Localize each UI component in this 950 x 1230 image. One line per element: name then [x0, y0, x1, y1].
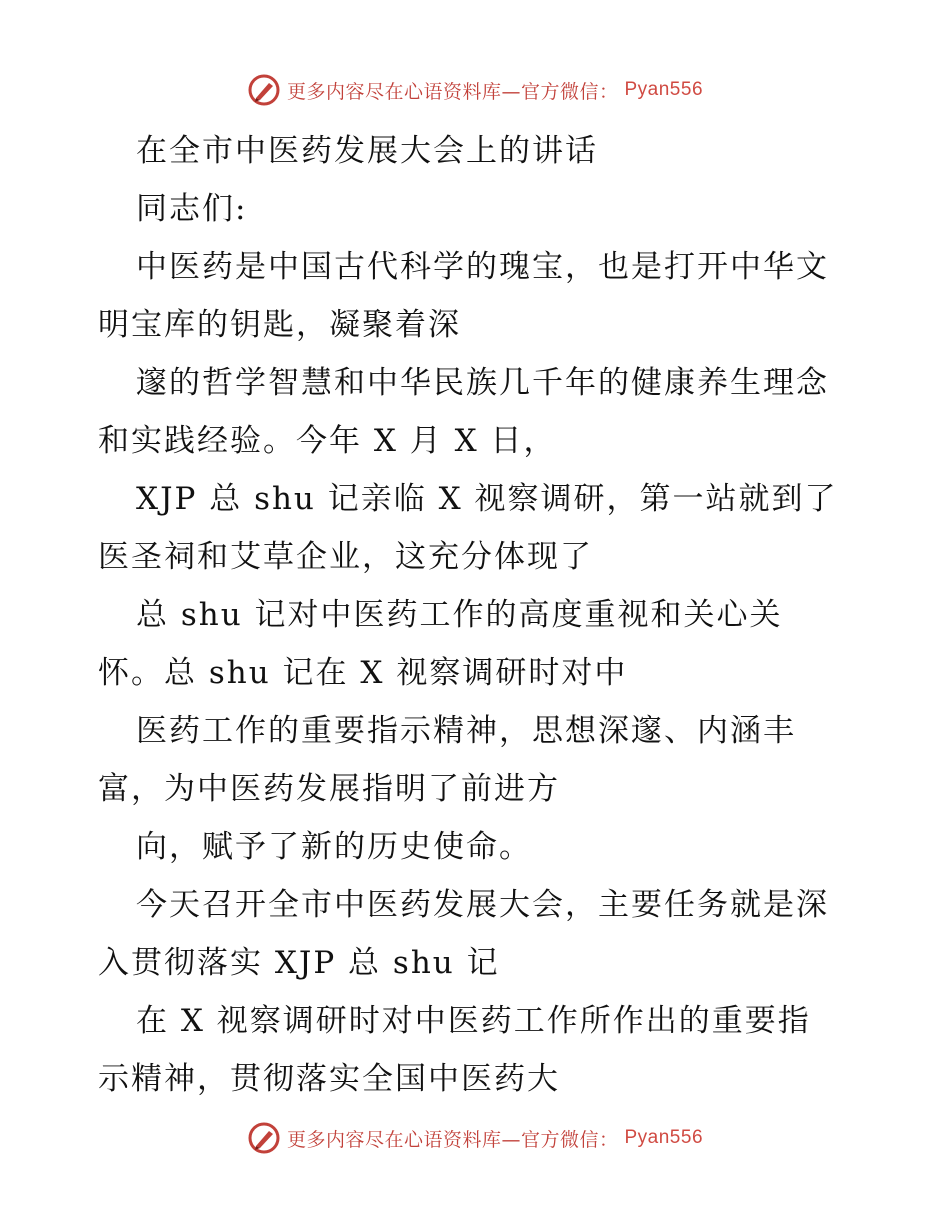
- footer-banner-text: 更多内容尽在心语资料库—官方微信：: [286, 1128, 619, 1151]
- text-line: 和实践经验。今年 X 月 X 日，: [98, 423, 557, 459]
- text-line: 同志们:: [136, 191, 248, 227]
- pen-logo-icon: [247, 1121, 281, 1155]
- text-line: 总 shu 记对中医药工作的高度重视和关心关: [136, 597, 783, 633]
- text-line: 怀。总 shu 记在 X 视察调研时对中: [98, 655, 628, 691]
- text-line: 中医药是中国古代科学的瑰宝，也是打开中华文: [136, 249, 829, 285]
- text-line: 在 X 视察调研时对中医药工作所作出的重要指: [136, 1003, 811, 1039]
- header-banner-text: 更多内容尽在心语资料库—官方微信：: [286, 80, 619, 103]
- header-wechat-id: Pyan556: [624, 79, 704, 100]
- text-line: 示精神，贯彻落实全国中医药大: [98, 1061, 560, 1097]
- pen-logo-icon: [247, 73, 281, 107]
- text-line: 入贯彻落实 XJP 总 shu 记: [98, 945, 500, 981]
- text-line: 今天召开全市中医药发展大会，主要任务就是深: [136, 887, 829, 923]
- text-line: 向，赋予了新的历史使命。: [136, 829, 532, 865]
- text-line: 医圣祠和艾草企业，这充分体现了: [98, 539, 593, 575]
- footer-wechat-id: Pyan556: [624, 1127, 704, 1148]
- text-line: 邃的哲学智慧和中华民族几千年的健康养生理念: [136, 365, 829, 401]
- text-line: XJP 总 shu 记亲临 X 视察调研，第一站就到了: [136, 481, 838, 517]
- text-line: 医药工作的重要指示精神，思想深邃、内涵丰: [136, 713, 796, 749]
- text-line: 明宝库的钥匙，凝聚着深: [98, 307, 461, 343]
- header-banner: [0, 70, 950, 110]
- text-line: 在全市中医药发展大会上的讲话: [136, 133, 598, 169]
- text-line: 富，为中医药发展指明了前进方: [98, 771, 560, 807]
- footer-banner: [0, 1118, 950, 1158]
- document-body: [98, 122, 858, 1108]
